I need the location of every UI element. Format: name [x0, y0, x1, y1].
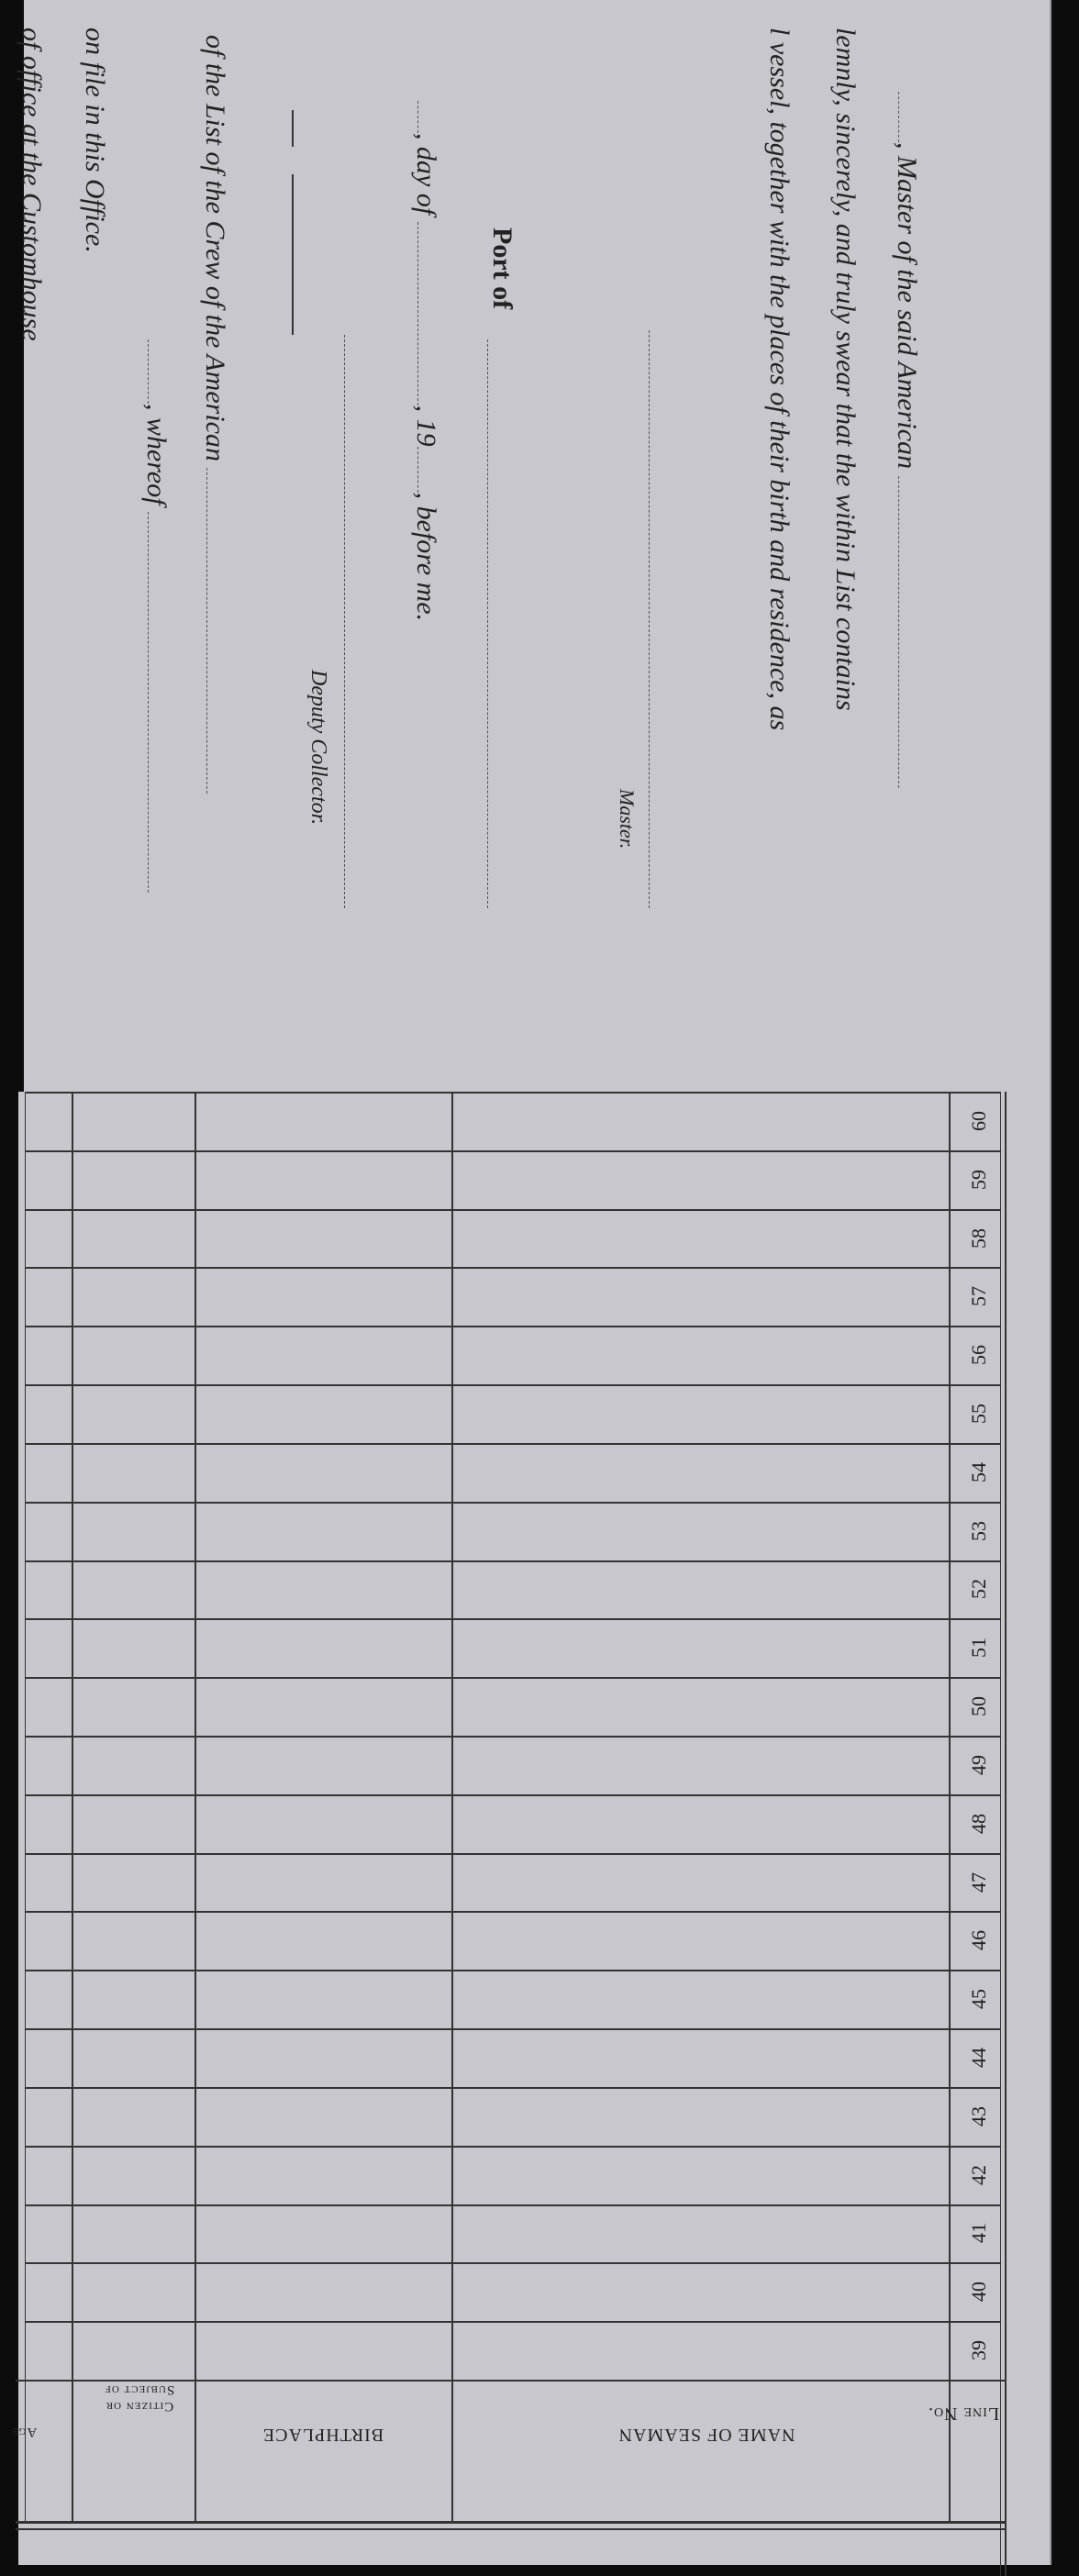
table-bottom-border	[16, 2521, 1007, 2524]
line-number: 43	[967, 2105, 990, 2126]
col-divider-name-birthplace	[451, 1092, 453, 2523]
short-rule-1	[292, 110, 294, 147]
line-number: 52	[967, 1579, 990, 1600]
row-line	[26, 1150, 1001, 1152]
table-bottom-border-2	[16, 2528, 1007, 2530]
port-of-text: Port of	[487, 228, 517, 310]
header-citizen-label	[94, 2382, 185, 2415]
line-number: 55	[967, 1404, 990, 1424]
oath-vessel-text: l vessel, together with the places of their birth and residence, as	[764, 28, 795, 731]
line-number: 49	[967, 1754, 990, 1775]
header-age-label	[6, 2424, 42, 2439]
line-number: 42	[967, 2164, 990, 2185]
line-number: 39	[967, 2340, 990, 2361]
line-number: 53	[967, 1520, 990, 1541]
line-number: 56	[967, 1345, 990, 1366]
row-line	[26, 1092, 1001, 1094]
line-number: 59	[967, 1169, 990, 1190]
table-top-border-2	[1000, 1092, 1001, 2576]
oath-line-date	[410, 101, 446, 621]
whereof-text: , whereof	[141, 404, 172, 505]
col-divider-age-edge	[25, 1092, 26, 2523]
line-number: 50	[967, 1696, 990, 1717]
day-of-text: , day of	[411, 133, 441, 216]
header-name-of-seaman-label	[587, 2424, 826, 2445]
col-divider-citizen-age	[72, 1092, 73, 2523]
oath-master-text: , Master of the said American	[892, 142, 922, 470]
row-line	[26, 2146, 1001, 2148]
row-line	[26, 2087, 1001, 2089]
oath-line-customhouse	[16, 28, 47, 341]
row-line	[26, 1618, 1001, 1620]
oath-line-whereof	[140, 339, 176, 893]
header-citizen-text: Citizen or Subject of	[104, 2382, 175, 2414]
oath-line-on-file	[79, 28, 110, 253]
line-number: 58	[967, 1227, 990, 1249]
short-rule-2	[292, 174, 294, 335]
row-line	[26, 1443, 1001, 1445]
line-number: 57	[967, 1286, 990, 1307]
crew-table	[0, 1092, 1079, 2576]
row-line	[26, 2204, 1001, 2206]
oath-line-swear	[829, 28, 861, 711]
header-birthplace-label	[231, 2424, 415, 2445]
line-number: 41	[967, 2223, 990, 2244]
row-line	[26, 1267, 1001, 1269]
line-number: 60	[967, 1110, 990, 1131]
line-number: 48	[967, 1813, 990, 1834]
row-line	[26, 1911, 1001, 1913]
col-divider-line-name	[949, 1092, 951, 2523]
row-line	[26, 2321, 1001, 2323]
oath-line-vessel	[763, 28, 795, 730]
row-line	[26, 2028, 1001, 2030]
deputy-collector-line	[344, 335, 345, 908]
row-line	[26, 1853, 1001, 1855]
line-number: 40	[967, 2282, 990, 2303]
line-number: 54	[967, 1461, 990, 1482]
crew-list-text: of the List of the Crew of the American	[200, 35, 230, 461]
row-line	[26, 1209, 1001, 1211]
before-me-text: , before me.	[411, 492, 441, 622]
header-line-no-page-text: Line No.	[927, 2404, 1000, 2424]
line-number: 51	[967, 1638, 990, 1659]
line-number: 47	[967, 1871, 990, 1893]
line-number: 44	[967, 2048, 990, 2068]
row-line	[26, 1736, 1001, 1738]
header-name-text: NAME OF SEAMAN	[617, 2425, 795, 2445]
row-line	[26, 1677, 1001, 1679]
line-number: 46	[967, 1930, 990, 1951]
on-file-text: on file in this Office.	[80, 28, 110, 253]
deputy-collector-label: Deputy Collector.	[306, 670, 330, 826]
master-signature-line	[649, 330, 650, 908]
oath-line-master	[891, 92, 927, 788]
year-text: , 19	[411, 405, 441, 447]
header-birthplace-text: BIRTHPLACE	[261, 2425, 384, 2445]
header-line-no-label	[918, 2404, 1009, 2424]
line-number: 45	[967, 1989, 990, 2010]
customhouse-text: of office at the Customhouse	[17, 28, 47, 341]
row-line	[26, 1384, 1001, 1386]
row-line	[26, 2262, 1001, 2264]
oath-swear-text: lemnly, sincerely, and truly swear that the within List contains	[830, 28, 861, 711]
port-of-label	[486, 228, 517, 309]
row-line	[26, 1326, 1001, 1327]
header-age-text: Age	[10, 2425, 38, 2439]
row-line	[26, 1794, 1001, 1796]
row-line	[26, 1970, 1001, 1971]
master-label: Master.	[616, 789, 639, 849]
row-line	[26, 1502, 1001, 1504]
col-divider-birthplace-citizen	[195, 1092, 196, 2523]
row-line	[26, 1560, 1001, 1562]
table-top-border	[1005, 1092, 1007, 2576]
oath-line-crew-list	[199, 35, 235, 794]
port-of-line	[487, 339, 488, 908]
